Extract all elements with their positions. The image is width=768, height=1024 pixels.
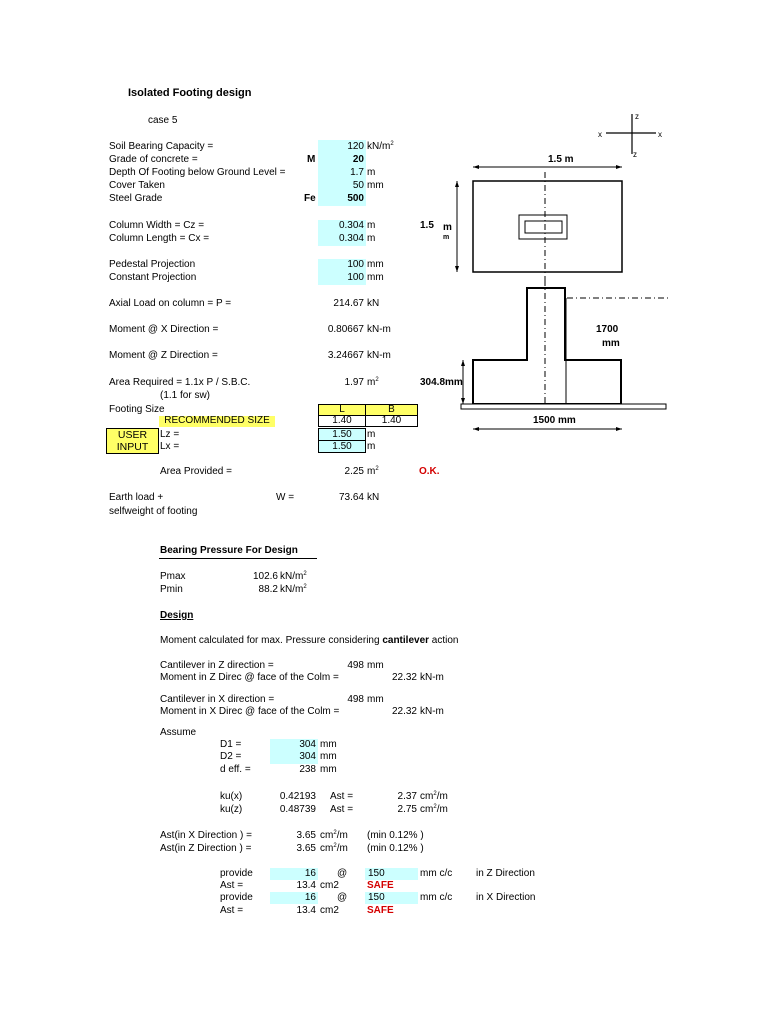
depth-unit: m <box>367 167 376 178</box>
astz-min-note: (min 0.12% ) <box>367 843 424 854</box>
astx-dir-value: 3.65 <box>296 830 316 841</box>
axial-value: 214.67 <box>333 298 364 309</box>
deff-unit: mm <box>320 764 337 775</box>
astx-label: Ast = <box>330 791 354 802</box>
astz-dir-unit: $cm^2/m$ <box>320 843 348 854</box>
axis-x-left: x <box>598 130 602 139</box>
area-status: O.K. <box>419 466 440 477</box>
earth-value: 73.64 <box>338 492 364 503</box>
astx-unit: $cm^2/m$ <box>420 791 448 802</box>
astz-value: 2.75 <box>397 804 417 815</box>
bar-z-value[interactable]: 16 <box>304 868 316 879</box>
spacing-x-unit: mm c/c <box>420 892 453 903</box>
d2-unit: mm <box>320 751 337 762</box>
cant-x-unit: mm <box>367 694 384 705</box>
user-input-line2: INPUT <box>116 441 149 453</box>
cx-unit: m <box>367 233 376 244</box>
astx-min-note: (min 0.12% ) <box>367 830 424 841</box>
rec-b-value: 1.40 <box>381 415 402 426</box>
cant-z-unit: mm <box>367 660 384 671</box>
mx-unit: kN-m <box>367 324 391 335</box>
mz-unit: kN-m <box>367 350 391 361</box>
area-required-unit: $m^2$ <box>367 377 379 388</box>
ast-prov-x-label: Ast = <box>220 905 244 916</box>
plan-width-label: 1.5 m <box>548 154 574 165</box>
lx-unit: m <box>367 441 376 452</box>
user-input-line1: USER <box>117 429 148 441</box>
astz-unit: $cm^2/m$ <box>420 804 448 815</box>
spacing-z-value[interactable]: 150 <box>368 868 385 879</box>
astz-label: Ast = <box>330 804 354 815</box>
astz-dir-value: 3.65 <box>296 843 316 854</box>
footing-size-label: Footing Size <box>109 404 165 415</box>
sbc-value[interactable]: 120 <box>347 141 364 152</box>
lz-label: Lz = <box>160 429 180 440</box>
concrete-value[interactable]: 20 <box>352 154 364 165</box>
mx-value: 0.80667 <box>327 324 364 335</box>
astx-dir-label: Ast(in X Direction ) = <box>160 830 252 841</box>
mom-x-unit: kN-m <box>420 706 444 717</box>
at-x: @ <box>337 892 348 903</box>
safe-z-status: SAFE <box>367 880 394 891</box>
spacing-z-unit: mm c/c <box>420 868 453 879</box>
pedestal-value[interactable]: 100 <box>347 259 364 270</box>
steel-value[interactable]: 500 <box>347 193 364 204</box>
plan-height-num: 1.5 <box>420 220 434 231</box>
cant-x-value: 498 <box>347 694 364 705</box>
sbc-unit: $kN/m^2$ <box>367 141 394 152</box>
cz-unit: m <box>367 220 376 231</box>
kuz-label: ku(z) <box>220 804 243 815</box>
earth-label2: selfweight of footing <box>109 506 198 517</box>
footing-thickness-label: 304.8mm <box>420 377 463 388</box>
bar-x-value[interactable]: 16 <box>304 892 316 903</box>
ast-prov-x-unit: cm2 <box>320 905 339 916</box>
col-b-label: B <box>388 404 395 415</box>
plan-footing <box>473 181 622 272</box>
cover-label: Cover Taken <box>109 180 165 191</box>
kux-label: ku(x) <box>220 791 243 802</box>
recommended-label: RECOMMENDED SIZE <box>164 415 270 426</box>
cz-value[interactable]: 0.304 <box>338 220 364 231</box>
astx-value: 2.37 <box>397 791 417 802</box>
moment-note: Moment calculated for max. Pressure considering cantilever action <box>160 635 459 646</box>
provide-z-label: provide <box>220 868 253 879</box>
area-provided-unit: $m^2$ <box>367 466 379 477</box>
area-required-label: Area Required = 1.1x P / S.B.C. <box>109 377 251 388</box>
safe-x-status: SAFE <box>367 905 394 916</box>
mom-z-unit: kN-m <box>420 672 444 683</box>
dir-x-label: in X Direction <box>476 892 536 903</box>
lx-label: Lx = <box>160 441 180 452</box>
plan-height-unit-b: m <box>443 234 450 241</box>
steel-prefix: Fe <box>304 193 316 204</box>
mom-x-value: 22.32 <box>391 706 417 717</box>
area-provided-label: Area Provided = <box>160 466 232 477</box>
elevation-outline <box>473 288 621 404</box>
d1-label: D1 = <box>220 739 242 750</box>
mz-label: Moment @ Z Direction = <box>109 350 218 361</box>
cant-z-value: 498 <box>347 660 364 671</box>
astx-dir-unit: $cm^2/m$ <box>320 830 348 841</box>
steel-label: Steel Grade <box>109 193 163 204</box>
depth-dim-unit: mm <box>602 338 620 349</box>
pedestal-label: Pedestal Projection <box>109 259 196 270</box>
cz-label: Column Width = Cz = <box>109 220 205 231</box>
depth-value[interactable]: 1.7 <box>350 167 364 178</box>
d1-value[interactable]: 304 <box>299 739 316 750</box>
axis-cross <box>606 114 656 154</box>
lz-value[interactable]: 1.50 <box>332 429 352 440</box>
astz-dir-label: Ast(in Z Direction ) = <box>160 843 252 854</box>
axial-label: Axial Load on column = P = <box>109 298 232 309</box>
elevation-base-plate <box>461 404 666 409</box>
pmin-unit: $kN/m^2$ <box>280 584 307 595</box>
concrete-label: Grade of concrete = <box>109 154 198 165</box>
d2-label: D2 = <box>220 751 242 762</box>
spacing-x-value[interactable]: 150 <box>368 892 385 903</box>
kux-value: 0.42193 <box>279 791 316 802</box>
rec-l-value: 1.40 <box>332 415 352 426</box>
ast-prov-z-value: 13.4 <box>296 880 316 891</box>
constant-label: Constant Projection <box>109 272 197 283</box>
constant-value[interactable]: 100 <box>347 272 364 283</box>
pmax-value: 102.6 <box>252 571 278 582</box>
d2-value[interactable]: 304 <box>299 751 316 762</box>
lz-unit: m <box>367 429 376 440</box>
earth-w-label: W = <box>276 492 295 503</box>
pmin-label: Pmin <box>160 584 183 595</box>
sbc-label: Soil Bearing Capacity = <box>109 141 214 152</box>
ast-prov-x-value: 13.4 <box>296 905 316 916</box>
pressure-heading: Bearing Pressure For Design <box>160 545 298 556</box>
deff-value: 238 <box>299 764 316 775</box>
base-width-label: 1500 mm <box>533 415 576 426</box>
ast-prov-z-unit: cm2 <box>320 880 339 891</box>
axis-z-top: z <box>635 112 639 121</box>
at-z: @ <box>337 868 348 879</box>
assume-label: Assume <box>160 727 197 738</box>
area-required-value: 1.97 <box>344 377 364 388</box>
col-l-label: L <box>339 404 345 415</box>
earth-label1: Earth load + <box>109 492 164 503</box>
concrete-prefix: M <box>307 154 316 165</box>
deff-label: d eff. = <box>220 764 251 775</box>
ast-prov-z-label: Ast = <box>220 880 244 891</box>
mx-label: Moment @ X Direction = <box>109 324 219 335</box>
provide-x-label: provide <box>220 892 253 903</box>
pmax-label: Pmax <box>160 571 186 582</box>
cant-x-label: Cantilever in X direction = <box>160 694 275 705</box>
plan-height-unit-a: m <box>443 222 452 233</box>
mom-z-label: Moment in Z Direc @ face of the Colm = <box>160 672 339 683</box>
design-heading: Design <box>160 610 194 621</box>
plan-pedestal <box>519 215 567 239</box>
cx-label: Column Length = Cx = <box>109 233 210 244</box>
cover-unit: mm <box>367 180 384 191</box>
d1-unit: mm <box>320 739 337 750</box>
mz-value: 3.24667 <box>327 350 364 361</box>
sw-note: (1.1 for sw) <box>160 390 211 401</box>
lx-value[interactable]: 1.50 <box>332 441 352 452</box>
dir-z-label: in Z Direction <box>476 868 535 879</box>
cover-value[interactable]: 50 <box>352 180 364 191</box>
area-provided-value: 2.25 <box>344 466 364 477</box>
axial-unit: kN <box>367 298 380 309</box>
constant-unit: mm <box>367 272 384 283</box>
mom-z-value: 22.32 <box>391 672 417 683</box>
depth-label: Depth Of Footing below Ground Level = <box>109 167 286 178</box>
axis-x-right: x <box>658 130 662 139</box>
kuz-value: 0.48739 <box>279 804 316 815</box>
mom-x-label: Moment in X Direc @ face of the Colm = <box>160 706 340 717</box>
cant-z-label: Cantilever in Z direction = <box>160 660 274 671</box>
axis-z-bottom: z <box>633 150 637 159</box>
pmax-unit: $kN/m^2$ <box>280 571 307 582</box>
plan-column <box>525 221 562 233</box>
earth-unit: kN <box>367 492 380 503</box>
cx-value[interactable]: 0.304 <box>338 233 364 244</box>
pedestal-unit: mm <box>367 259 384 270</box>
case-label: case 5 <box>148 115 178 126</box>
page-title: Isolated Footing design <box>128 87 252 99</box>
pmin-value: 88.2 <box>258 584 278 595</box>
depth-dim-num: 1700 <box>596 324 619 335</box>
